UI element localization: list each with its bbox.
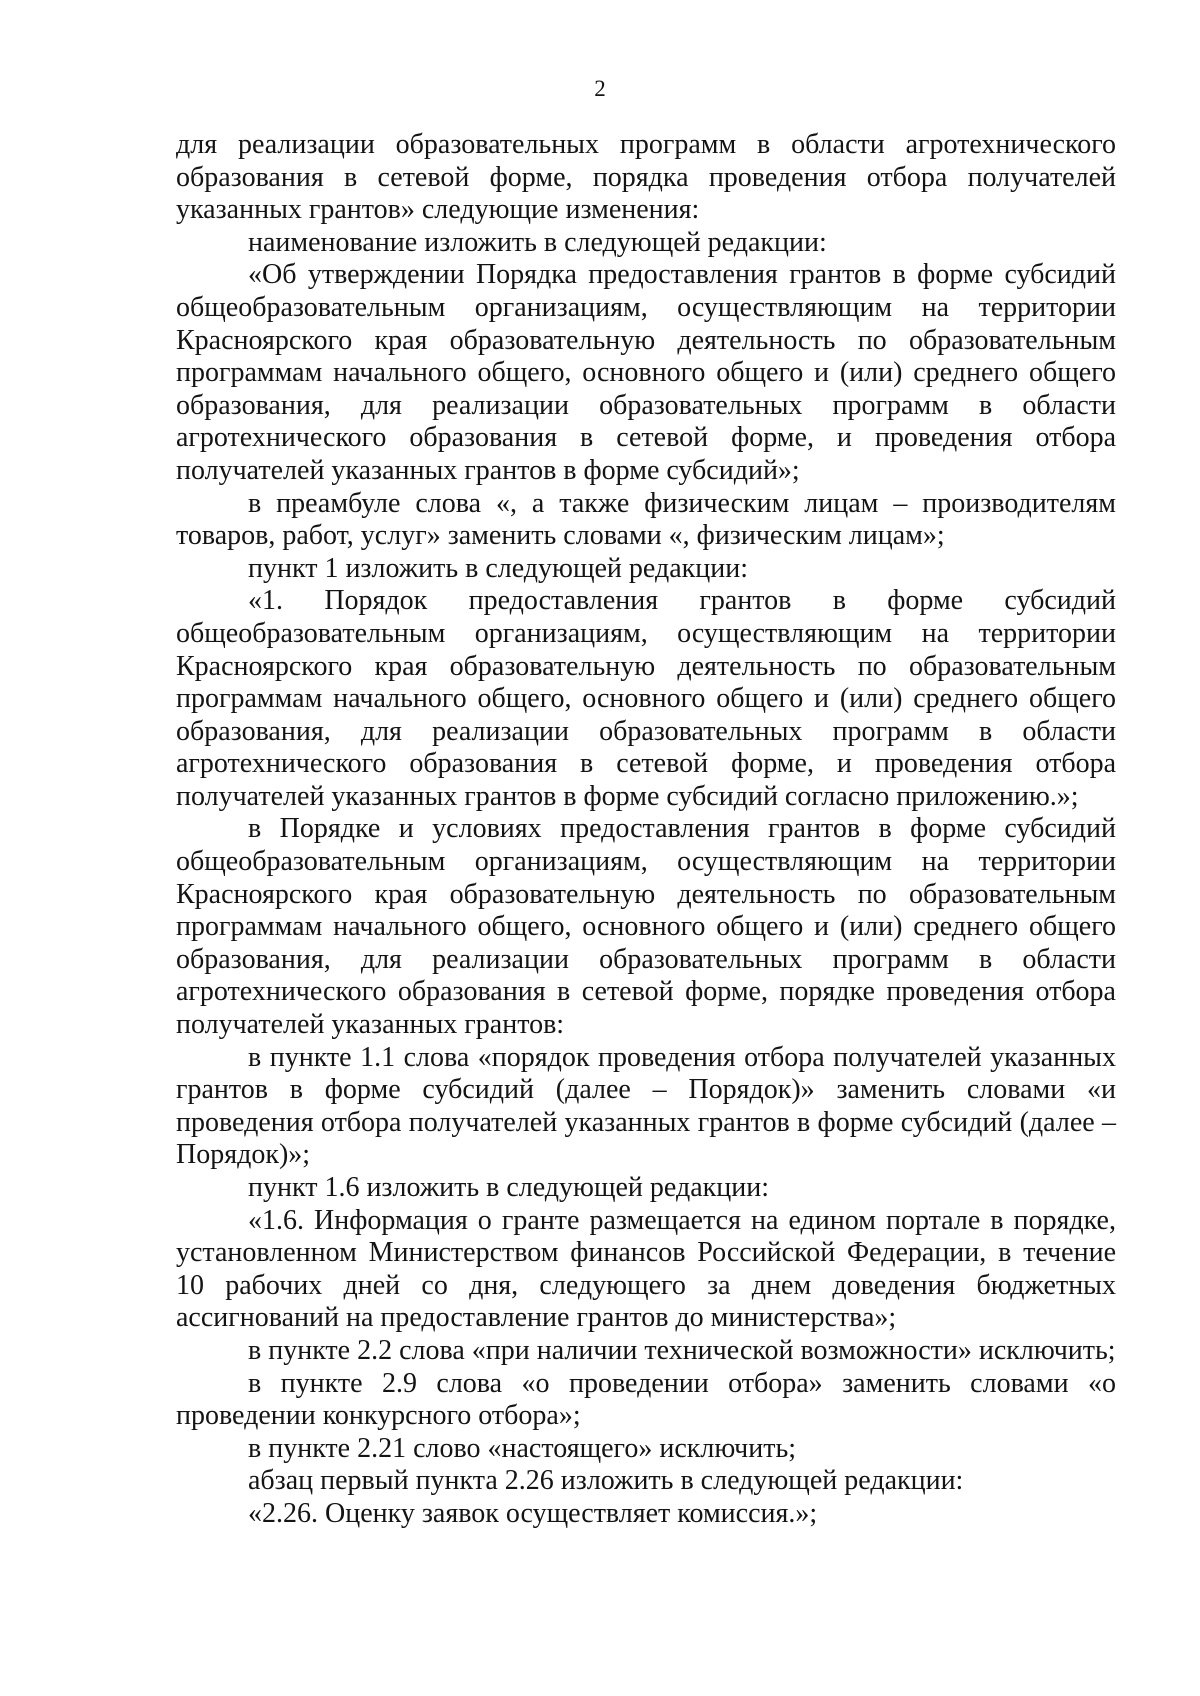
paragraph-15: «2.26. Оценку заявок осуществляет комиссия.»; — [248, 1497, 818, 1529]
paragraph-14: абзац первый пункта 2.26 изложить в следующей редакции: — [248, 1465, 964, 1497]
paragraph-12: в пункте 2.9 слова «о проведении отбора» заменить словами «о проведении конкурсного отбора»; — [176, 1367, 1116, 1432]
paragraph-13: в пункте 2.21 слово «настоящего» исключить; — [248, 1432, 797, 1464]
paragraph-2: наименование изложить в следующей редакции: — [248, 226, 827, 258]
paragraph-1: для реализации образовательных программ в области агротехнического образования в сетевой форме, порядка проведения отбора получателей указанных грантов» следующие изменения: — [176, 129, 1116, 226]
page-number: 2 — [594, 76, 606, 101]
paragraph-6: «1. Порядок предоставления грантов в форме субсидий общеобразовательным организациям, осуществляющим на территории Красноярского края образовательную деятельность по образовательным программам начального общего, основного общего и (или) среднего общего образования, для реализации образовательных программ в области агротехнического образования в сетевой форме, и проведения отбора получателей указанных грантов в форме субсидий согласно приложению.»; — [176, 585, 1116, 812]
document-body — [176, 129, 1116, 1531]
paragraph-10: «1.6. Информация о гранте размещается на едином портале в порядке, установленном Министерством финансов Российской Федерации, в течение 10 рабочих дней со дня, следующего за днем доведения бюджетных ассигнований на предоставление грантов до министерства»; — [176, 1204, 1116, 1334]
paragraph-5: пункт 1 изложить в следующей редакции: — [248, 552, 748, 584]
paragraph-9: пункт 1.6 изложить в следующей редакции: — [248, 1172, 769, 1203]
paragraph-3: «Об утверждении Порядка предоставления грантов в форме субсидий общеобразовательным организациям, осуществляющим на территории Красноярского края образовательную деятельность по образовательным программам начального общего, основного общего и (или) среднего общего образования, для реализации образовательных программ в области агротехнического образования в сетевой форме, и проведения отбора получателей указанных грантов в форме субсидий»; — [176, 259, 1116, 486]
paragraph-11: в пункте 2.2 слова «при наличии технической возможности» исключить; — [248, 1334, 1116, 1366]
paragraph-7: в Порядке и условиях предоставления грантов в форме субсидий общеобразовательным организациям, осуществляющим на территории Красноярского края образовательную деятельность по образовательным программам начального общего, основного общего и (или) среднего общего образования, для реализации образовательных программ в области агротехнического образования в сетевой форме, порядке проведения отбора получателей указанных грантов: — [176, 813, 1116, 1041]
paragraph-4: в преамбуле слова «, а также физическим лицам – производителям товаров, работ, услуг» заменить словами «, физическим лицам»; — [176, 487, 1116, 552]
paragraph-8: в пункте 1.1 слова «порядок проведения отбора получателей указанных грантов в форме субсидий (далее – Порядок)» заменить словами «и проведения отбора получателей указанных грантов в форме субсидий (далее – Порядок)»; — [176, 1041, 1116, 1171]
